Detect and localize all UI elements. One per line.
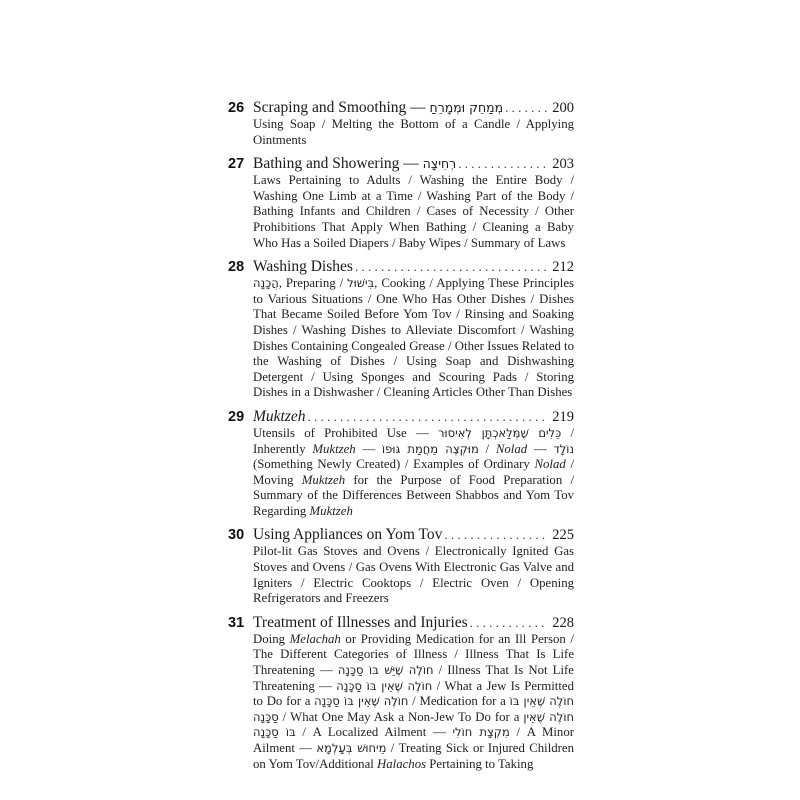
chapter-title-line[interactable] — [253, 408, 574, 426]
toc-entry-29 — [228, 408, 574, 520]
description-text: / Inherently — [253, 425, 575, 456]
chapter-title-line[interactable] — [253, 526, 574, 544]
chapter-title-text: Scraping and Smoothing — — [253, 99, 430, 116]
hebrew-term: חוֹלֶה שֶׁאֵין בּוֹ סַכָּנָה — [336, 678, 433, 693]
chapter-title: Using Appliances on Yom Tov — [253, 526, 443, 544]
chapter-description: Laws Pertaining to Adults / Washing the Entire Body / Washing One Limb at a Time / Washing Part of the Body / Bathing Infants and Children / Cases of Necessity / Other Prohibitions That Apply When Bathing / Cleaning a Baby Who Has a Soiled Diapers / Baby Wipes / Summary of Laws — [253, 173, 574, 250]
description-text: / Treating Sick or Injured Children on Yom Tov/Additional — [253, 741, 575, 771]
description-text: / What a Jew Is Permitted to Do for a — [253, 678, 574, 709]
hebrew-term: חוֹלֶה שֶׁאֵין בּוֹ סַכָּנָה — [253, 694, 574, 724]
hebrew-term: בִּישׁוּל — [347, 276, 375, 291]
hebrew-term: מִקְצָת חוֹלִי — [452, 725, 510, 740]
toc-entry-30 — [228, 526, 574, 606]
italic-term: Melachah — [289, 631, 341, 646]
italic-term: Muktzeh — [312, 441, 356, 456]
chapter-title — [253, 408, 306, 426]
page-number: 228 — [552, 614, 574, 631]
description-text: / Illness That Is Not Life Threatening — — [253, 663, 574, 693]
chapter-description — [253, 632, 574, 772]
italic-term: Muktzeh — [309, 503, 353, 518]
italic-term: Nolad — [534, 457, 566, 472]
hebrew-term: מוּקְצֶה מֵחֲמַת גּוּפוֹ — [382, 441, 479, 456]
page-number: 212 — [552, 259, 574, 276]
chapter-description — [253, 426, 574, 520]
italic-term: Muktzeh — [301, 472, 346, 487]
chapter-number: 27 — [228, 156, 245, 173]
italic-term: Nolad — [495, 441, 528, 456]
dot-leader — [353, 258, 548, 276]
page-number: 203 — [552, 156, 574, 173]
page-number: 200 — [552, 100, 574, 116]
table-of-contents — [228, 99, 574, 779]
hebrew-term: חוֹלֶה שֶׁאֵין בּוֹ סַכָּנָה — [253, 709, 574, 740]
description-text: / Moving — [253, 457, 574, 487]
chapter-number: 31 — [228, 614, 245, 631]
chapter-title-text: Bathing and Showering — — [253, 155, 423, 173]
chapter-number: 29 — [228, 408, 245, 425]
chapter-description: Pilot-lit Gas Stoves and Ovens / Electronically Ignited Gas Stoves and Ovens / Gas Ovens With Electronic Gas Valve and Igniters / Electric Cooktops / Electric Oven / Opening Refrigerators and Freezers — [253, 544, 574, 606]
chapter-title-line[interactable] — [253, 258, 574, 276]
chapter-title-line[interactable] — [253, 155, 574, 173]
dot-leader — [456, 155, 548, 173]
dot-leader — [442, 526, 548, 544]
chapter-number: 28 — [228, 259, 245, 276]
toc-entry-27 — [228, 155, 574, 251]
description-text: Pertaining to Taking — [426, 756, 534, 771]
hebrew-term: נוֹלָד — [553, 441, 574, 456]
description-text: / A Localized Ailment — — [295, 725, 453, 740]
description-text: for the Purpose of Food Preparation / Summary of the Differences Between Shabbos and Yom Tov Regarding — [253, 472, 574, 518]
description-text: , Preparing / — [278, 276, 348, 291]
description-text: / What One May Ask a Non-Jew To Do for a — [278, 709, 524, 724]
page-number: 219 — [552, 408, 574, 425]
hebrew-term: כֵּלִים שֶׁמְּלַאכְתָּן לְאִיסוּר — [438, 425, 562, 440]
chapter-title-text: Muktzeh — [253, 407, 306, 425]
description-text: , Cooking / Applying These Principles to Various Situations / One Who Has Other Dishes / Dishes That Became Soiled Before Yom Tov / Rinsing and Soaking Dishes / Washing Dishes to Alleviate Discomfort / Washing Dishes Containing Congealed Grease / Other Issues Related to the Washing of Dishes / Using Soap and Dishwashing Detergent / Using Sponges and Scouring Pads / Storing Dishes in a Dishwasher / Cleaning Articles Other Than Dishes — [253, 276, 574, 400]
hebrew-term: מֵיחוּשׁ בְּעָלְמָא — [316, 741, 387, 755]
page-number: 225 — [552, 527, 574, 544]
description-text: Utensils of Prohibited Use — — [253, 425, 439, 440]
dot-leader — [306, 408, 549, 426]
chapter-title-hebrew: מְמַחֵק וּמְמָרֵחַ — [429, 100, 504, 115]
dot-leader — [468, 614, 549, 632]
description-text: / Medication for a — [408, 694, 510, 709]
chapter-number: 30 — [228, 527, 245, 544]
hebrew-term: חוֹלֶה שֶׁאֵין בּוֹ סַכָּנָה — [314, 694, 409, 709]
chapter-description — [253, 276, 574, 401]
description-text: (Something Newly Created) / Examples of Ordinary — [253, 457, 535, 472]
chapter-title-line[interactable] — [253, 614, 574, 632]
chapter-title-hebrew: רְחִיצָה — [422, 156, 457, 172]
italic-term: Halachos — [377, 756, 427, 771]
chapter-title — [253, 155, 456, 173]
toc-entry-26 — [228, 99, 574, 148]
description-text: — — [355, 441, 383, 456]
hebrew-term: הֲכָנָה — [253, 276, 279, 291]
chapter-number: 26 — [228, 100, 245, 116]
chapter-title: Washing Dishes — [253, 258, 353, 276]
chapter-title-line[interactable] — [253, 99, 574, 117]
description-text: or Providing Medication for an Ill Person / The Different Categories of Illness / Illness That Is Life Threatening — — [253, 631, 574, 678]
description-text: / — [478, 441, 496, 456]
chapter-title — [253, 99, 503, 117]
description-text: Doing — [253, 631, 290, 646]
description-text: — — [527, 441, 554, 456]
toc-entry-28 — [228, 258, 574, 401]
chapter-title: Treatment of Illnesses and Injuries — [253, 613, 468, 631]
dot-leader — [503, 99, 548, 117]
description-text: / A Minor Ailment — — [253, 725, 574, 755]
toc-entry-31 — [228, 614, 574, 772]
chapter-description: Using Soap / Melting the Bottom of a Candle / Applying Ointments — [253, 117, 574, 147]
hebrew-term: חוֹלֶה שֶׁיֵּשׁ בּוֹ סַכָּנָה — [337, 663, 434, 678]
